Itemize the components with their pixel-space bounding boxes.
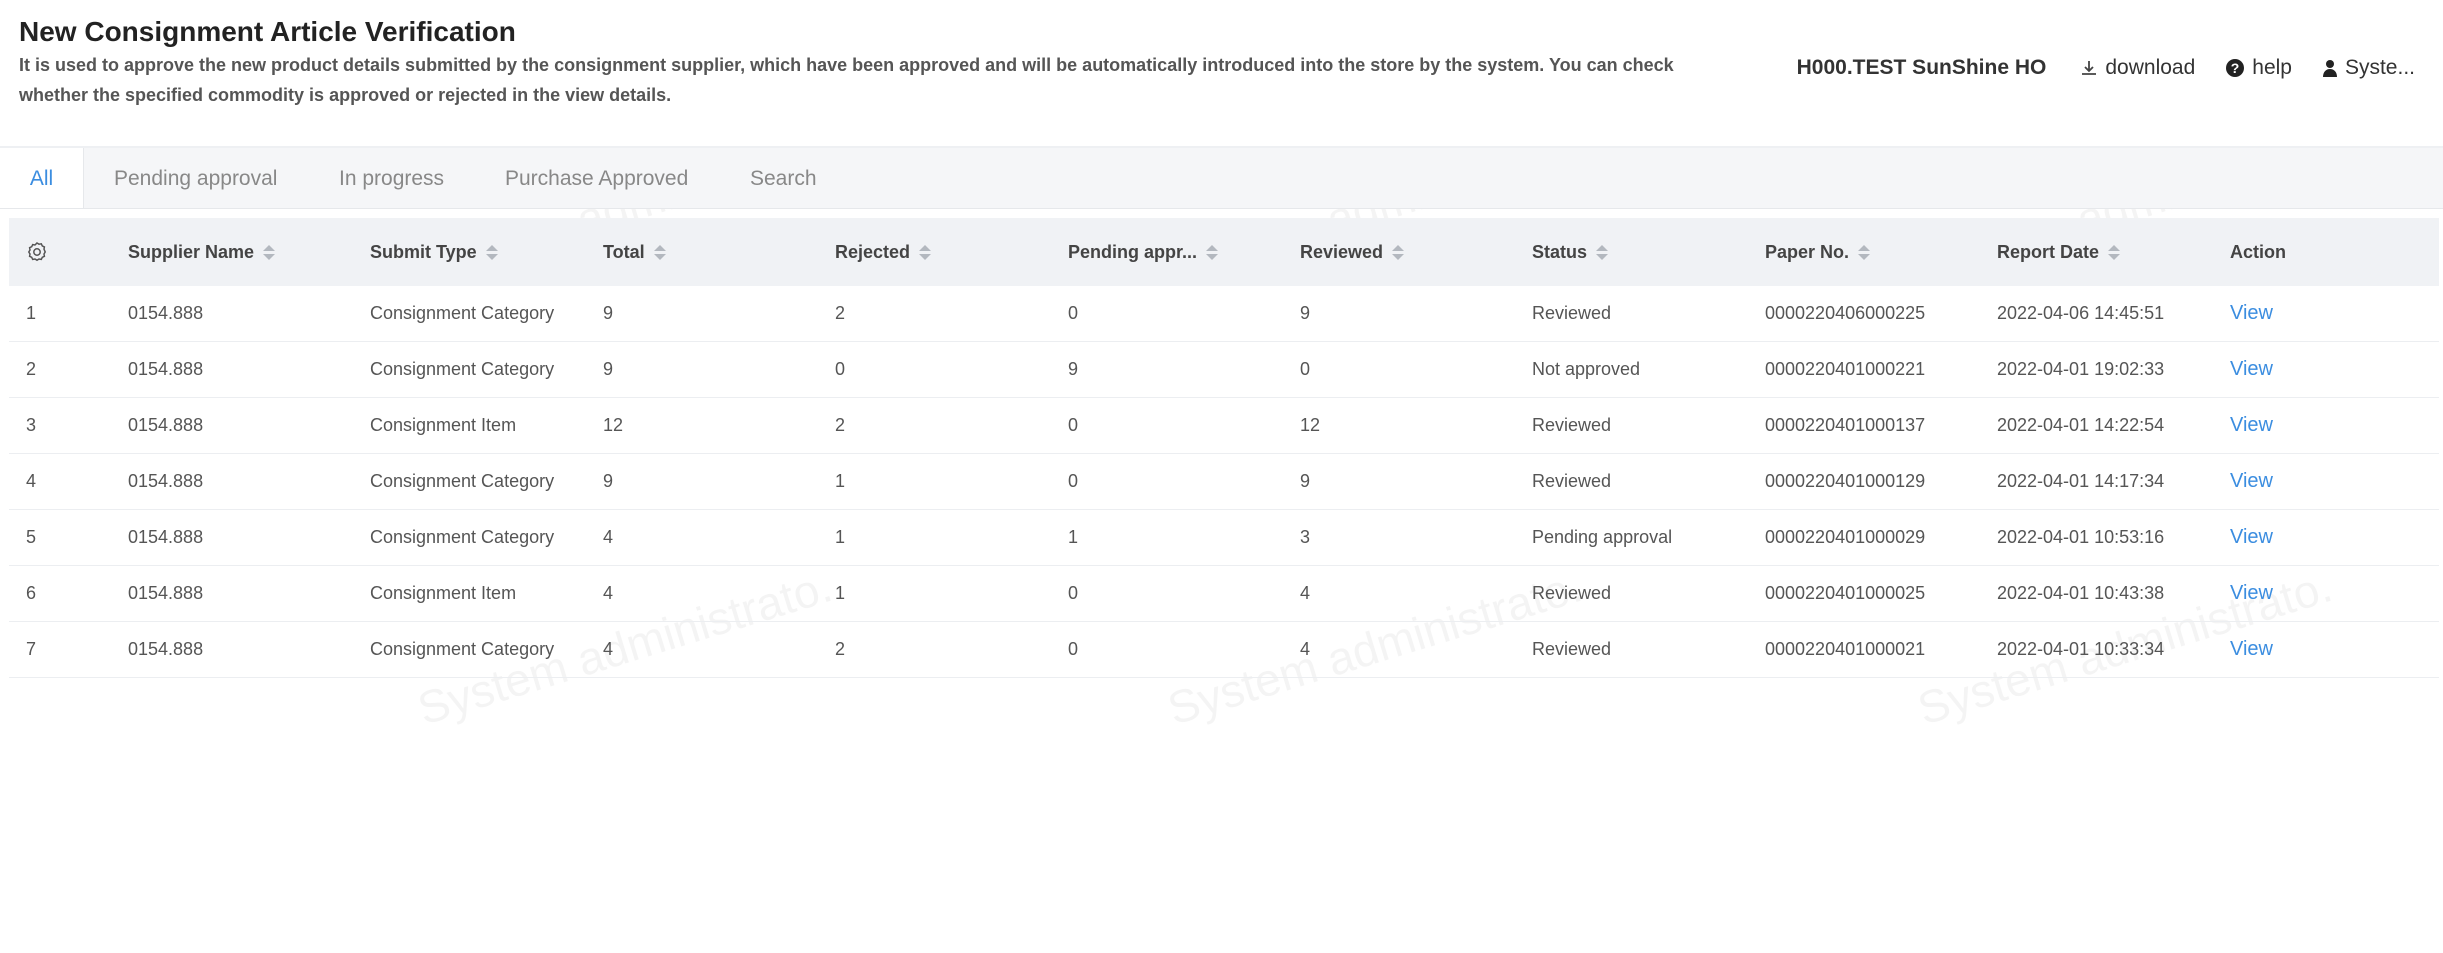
cell-pending: 0 — [1068, 303, 1079, 323]
cell-pending: 0 — [1068, 471, 1079, 491]
cell-paper: 0000220401000021 — [1765, 639, 1926, 659]
cell-rejected: 2 — [835, 303, 846, 323]
column-header[interactable] — [1765, 218, 1870, 286]
column-header[interactable] — [835, 218, 931, 286]
cell-reviewed: 9 — [1300, 471, 1311, 491]
row-number: 6 — [26, 583, 37, 603]
cell-status: Reviewed — [1532, 303, 1612, 323]
question-circle-icon — [2225, 58, 2245, 78]
cell-total: 9 — [603, 303, 614, 323]
column-header-label: Reviewed — [1300, 242, 1384, 262]
cell-status: Pending approval — [1532, 527, 1673, 547]
column-header[interactable] — [1068, 218, 1218, 286]
column-header[interactable] — [128, 218, 275, 286]
column-header[interactable] — [1997, 218, 2120, 286]
page-description: It is used to approve the new product details submitted by the consignment supplier, which have been approved and will be automatically introduced into the store by the system. You can check whether the specified commodity is approved or rejected in the view details. — [19, 55, 1674, 105]
cell-rejected: 1 — [835, 583, 846, 603]
cell-type: Consignment Item — [370, 583, 517, 603]
cell-supplier: 0154.888 — [128, 415, 204, 435]
download-label: download — [2105, 56, 2196, 79]
cell-date: 2022-04-01 14:22:54 — [1997, 415, 2165, 435]
cell-rejected: 2 — [835, 415, 846, 435]
sort-icon[interactable] — [919, 245, 931, 260]
sort-icon[interactable] — [1596, 245, 1608, 260]
row-number: 2 — [26, 359, 37, 379]
status-tabs — [0, 148, 2443, 209]
cell-type: Consignment Category — [370, 359, 555, 379]
page-header — [0, 0, 2443, 148]
view-link[interactable]: View — [2230, 470, 2273, 492]
sort-icon[interactable] — [1858, 245, 1870, 260]
column-header-label: Pending appr... — [1068, 242, 1198, 262]
cell-rejected: 1 — [835, 527, 846, 547]
column-header-label: Supplier Name — [128, 242, 255, 262]
row-number: 7 — [26, 639, 37, 659]
sort-icon[interactable] — [2108, 245, 2120, 260]
cell-rejected: 2 — [835, 639, 846, 659]
cell-paper: 0000220406000225 — [1765, 303, 1926, 323]
user-icon — [2322, 59, 2338, 77]
cell-type: Consignment Item — [370, 415, 517, 435]
tab-purchase-approved[interactable]: Purchase Approved — [505, 167, 689, 190]
column-header-label: Report Date — [1997, 242, 2100, 262]
cell-type: Consignment Category — [370, 471, 555, 491]
cell-reviewed: 0 — [1300, 359, 1311, 379]
cell-reviewed: 12 — [1300, 415, 1321, 435]
cell-supplier: 0154.888 — [128, 527, 204, 547]
tab-in-progress[interactable]: In progress — [339, 167, 445, 190]
table-row — [9, 622, 2439, 678]
column-header[interactable] — [603, 218, 666, 286]
cell-status: Reviewed — [1532, 583, 1612, 603]
table-row — [9, 342, 2439, 398]
cell-paper: 0000220401000221 — [1765, 359, 1926, 379]
cell-date: 2022-04-01 10:33:34 — [1997, 639, 2165, 659]
cell-status: Reviewed — [1532, 415, 1612, 435]
table-row — [9, 454, 2439, 510]
svg-text:?: ? — [2230, 60, 2240, 76]
cell-total: 4 — [603, 639, 614, 659]
cell-date: 2022-04-01 10:53:16 — [1997, 527, 2165, 547]
cell-type: Consignment Category — [370, 303, 555, 323]
cell-supplier: 0154.888 — [128, 639, 204, 659]
tab-all[interactable]: All — [0, 148, 84, 208]
column-header-label: Paper No. — [1765, 242, 1850, 262]
cell-date: 2022-04-06 14:45:51 — [1997, 303, 2165, 323]
store-name[interactable]: H000.TEST SunShine HO — [1796, 56, 2047, 79]
column-header[interactable] — [1300, 218, 1404, 286]
view-link[interactable]: View — [2230, 302, 2273, 324]
cell-supplier: 0154.888 — [128, 583, 204, 603]
column-header-label: Total — [603, 242, 645, 262]
cell-paper: 0000220401000029 — [1765, 527, 1926, 547]
help-label: help — [2252, 56, 2292, 79]
column-header — [2230, 218, 2286, 286]
cell-pending: 0 — [1068, 583, 1079, 603]
cell-total: 4 — [603, 583, 614, 603]
table-row — [9, 566, 2439, 622]
row-number: 5 — [26, 527, 37, 547]
table-row — [9, 510, 2439, 566]
sort-icon[interactable] — [1392, 245, 1404, 260]
sort-icon[interactable] — [486, 245, 498, 260]
row-number: 1 — [26, 303, 37, 323]
help-button[interactable] — [2225, 56, 2292, 80]
table-row — [9, 286, 2439, 342]
cell-pending: 0 — [1068, 639, 1079, 659]
header-toolbar — [1797, 56, 2415, 80]
user-label: Syste... — [2344, 56, 2415, 79]
column-header-label: Rejected — [835, 242, 911, 262]
sort-icon[interactable] — [654, 245, 666, 260]
tab-pending-approval[interactable]: Pending approval — [114, 167, 278, 190]
column-header-label: Submit Type — [370, 242, 477, 262]
cell-paper: 0000220401000129 — [1765, 471, 1926, 491]
cell-reviewed: 4 — [1300, 639, 1311, 659]
cell-rejected: 1 — [835, 471, 846, 491]
column-header[interactable] — [370, 218, 498, 286]
view-link[interactable]: View — [2230, 638, 2273, 660]
cell-paper: 0000220401000137 — [1765, 415, 1926, 435]
column-header[interactable] — [1532, 218, 1608, 286]
cell-reviewed: 3 — [1300, 527, 1311, 547]
cell-reviewed: 4 — [1300, 583, 1311, 603]
table-body — [9, 286, 2439, 678]
cell-total: 12 — [603, 415, 624, 435]
cell-pending: 1 — [1068, 527, 1079, 547]
cell-date: 2022-04-01 14:17:34 — [1997, 471, 2165, 491]
cell-supplier: 0154.888 — [128, 303, 204, 323]
cell-status: Reviewed — [1532, 639, 1612, 659]
cell-status: Reviewed — [1532, 471, 1612, 491]
sort-icon[interactable] — [1206, 245, 1218, 260]
view-link[interactable]: View — [2230, 358, 2273, 380]
table-row — [9, 398, 2439, 454]
user-menu[interactable] — [2322, 56, 2415, 80]
row-number: 4 — [26, 471, 37, 491]
view-link[interactable]: View — [2230, 582, 2273, 604]
cell-pending: 0 — [1068, 415, 1079, 435]
column-header-label: Status — [1532, 242, 1588, 262]
cell-reviewed: 9 — [1300, 303, 1311, 323]
cell-date: 2022-04-01 19:02:33 — [1997, 359, 2165, 379]
row-number: 3 — [26, 415, 37, 435]
cell-supplier: 0154.888 — [128, 359, 204, 379]
cell-total: 9 — [603, 359, 614, 379]
cell-status: Not approved — [1532, 359, 1641, 379]
cell-rejected: 0 — [835, 359, 846, 379]
view-link[interactable]: View — [2230, 526, 2273, 548]
cell-pending: 9 — [1068, 359, 1079, 379]
verification-table — [9, 218, 2439, 678]
cell-type: Consignment Category — [370, 527, 555, 547]
download-button[interactable] — [2080, 56, 2195, 80]
cell-date: 2022-04-01 10:43:38 — [1997, 583, 2165, 603]
download-icon — [2080, 59, 2098, 77]
sort-icon[interactable] — [263, 245, 275, 260]
column-header-label: Action — [2230, 242, 2286, 262]
cell-supplier: 0154.888 — [128, 471, 204, 491]
table-header — [9, 218, 2439, 286]
cell-total: 4 — [603, 527, 614, 547]
tab-search[interactable]: Search — [750, 167, 817, 190]
cell-total: 9 — [603, 471, 614, 491]
cell-paper: 0000220401000025 — [1765, 583, 1926, 603]
column-settings-button[interactable] — [26, 218, 48, 286]
gear-icon — [26, 241, 48, 263]
cell-type: Consignment Category — [370, 639, 555, 659]
view-link[interactable]: View — [2230, 414, 2273, 436]
page-title: New Consignment Article Verification — [19, 16, 516, 47]
